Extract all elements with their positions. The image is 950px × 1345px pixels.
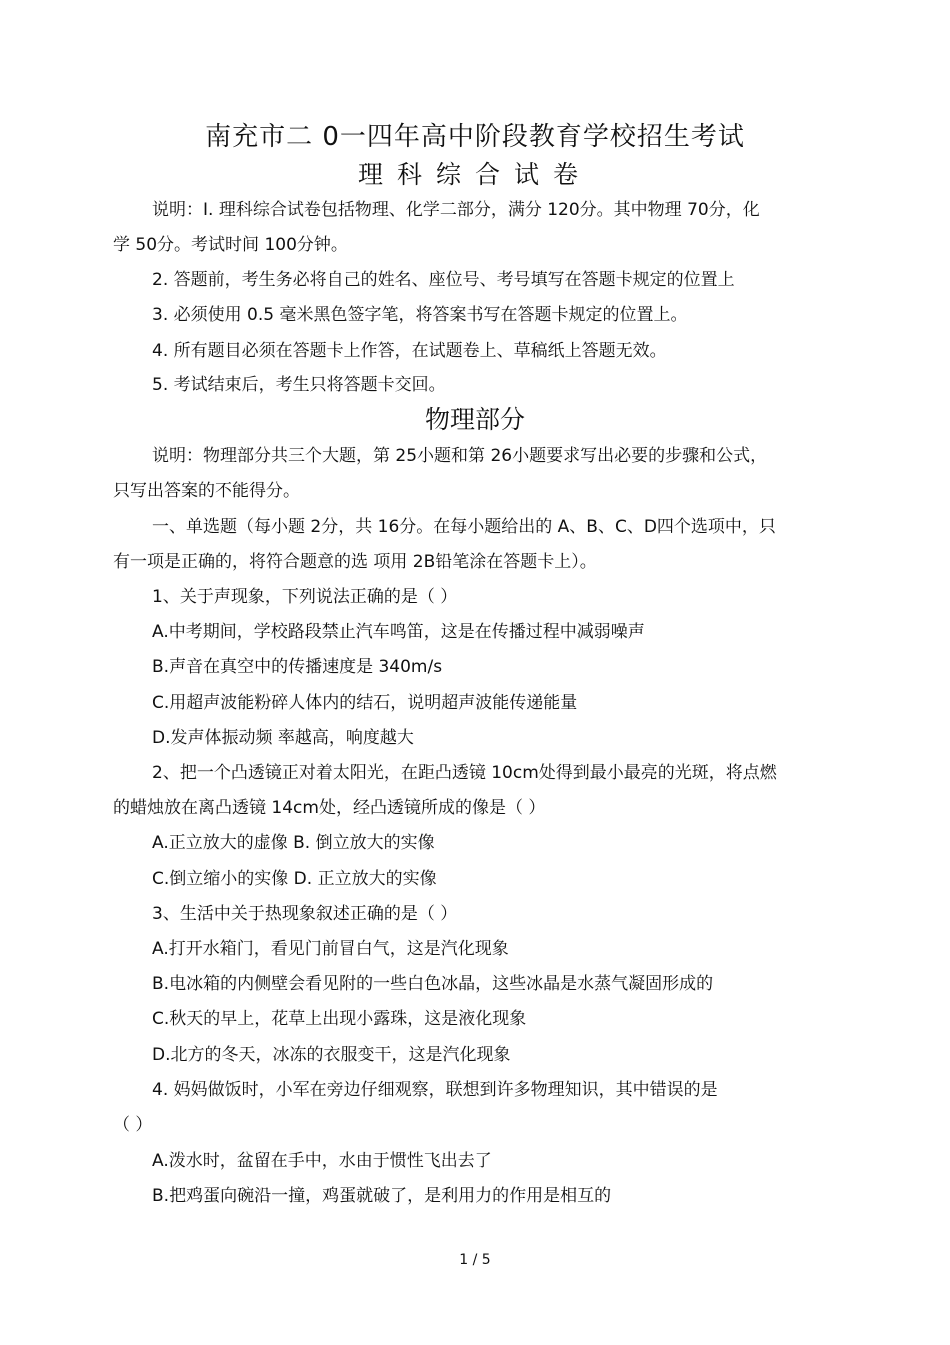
instruction-line: 说明：Ⅰ. 理科综合试卷包括物理、化学二部分，满分 120分。其中物理 70分，化 (152, 200, 760, 220)
question-line: C.用超声波能粉碎人体内的结石，说明超声波能传递能量 (152, 693, 578, 713)
question-line: A.泼水时，盆留在手中，水由于惯性飞出去了 (152, 1151, 492, 1171)
question-line: B.电冰箱的内侧壁会看见附的一些白色冰晶，这些冰晶是水蒸气凝固形成的 (152, 974, 714, 994)
instruction-line: 5. 考试结束后，考生只将答题卡交回。 (152, 375, 446, 395)
question-line: 4. 妈妈做饭时，小军在旁边仔细观察，联想到许多物理知识，其中错误的是 (152, 1080, 718, 1100)
instruction-line: 3. 必须使用 0.5 毫米黑色签字笔，将答案书写在答题卡规定的位置上。 (152, 305, 688, 325)
part-intro-line: 一、单选题（每小题 2分，共 16分。在每小题给出的 A、B、C、D四个选项中，只 (152, 517, 776, 537)
question-line: 1、关于声现象，下列说法正确的是（ ） (152, 587, 458, 607)
question-line: （ ） (113, 1115, 153, 1135)
section-note-line: 只写出答案的不能得分。 (113, 481, 300, 501)
section-title: 物理部分 (424, 405, 525, 434)
question-line: A.正立放大的虚像 B. 倒立放大的实像 (152, 833, 435, 853)
question-line: 2、把一个凸透镜正对着太阳光，在距凸透镜 10cm处得到最小最亮的光斑，将点燃 (152, 763, 777, 783)
instruction-line: 2. 答题前，考生务必将自己的姓名、座位号、考号填写在答题卡规定的位置上 (152, 270, 735, 290)
question-line: B.声音在真空中的传播速度是 340m/s (152, 657, 443, 677)
exam-subtitle: 理科综合试卷 (357, 160, 592, 189)
section-note-line: 说明：物理部分共三个大题，第 25小题和第 26小题要求写出必要的步骤和公式， (152, 446, 768, 466)
question-line: 3、生活中关于热现象叙述正确的是（ ） (152, 904, 458, 924)
instruction-line: 4. 所有题目必须在答题卡上作答，在试题卷上、草稿纸上答题无效。 (152, 341, 667, 361)
instruction-line: 学 50分。考试时间 100分钟。 (113, 235, 348, 255)
question-line: B.把鸡蛋向碗沿一撞，鸡蛋就破了，是利用力的作用是相互的 (152, 1186, 612, 1206)
part-intro-line: 有一项是正确的，将符合题意的选 项用 2B铅笔涂在答题卡上）。 (113, 552, 597, 572)
question-line: D.北方的冬天，冰冻的衣服变干，这是汽化现象 (152, 1045, 511, 1065)
question-line: C.倒立缩小的实像 D. 正立放大的实像 (152, 869, 437, 889)
question-line: A.中考期间，学校路段禁止汽车鸣笛，这是在传播过程中减弱噪声 (152, 622, 645, 642)
question-line: A.打开水箱门，看见门前冒白气，这是汽化现象 (152, 939, 509, 959)
question-line: C.秋天的早上，花草上出现小露珠，这是液化现象 (152, 1009, 527, 1029)
exam-title: 南充市二 0一四年高中阶段教育学校招生考试 (205, 122, 745, 152)
page-number: 1 / 5 (459, 1252, 491, 1268)
question-line: D.发声体振动频 率越高，响度越大 (152, 728, 414, 748)
question-line: 的蜡烛放在离凸透镜 14cm处，经凸透镜所成的像是（ ） (113, 798, 546, 818)
